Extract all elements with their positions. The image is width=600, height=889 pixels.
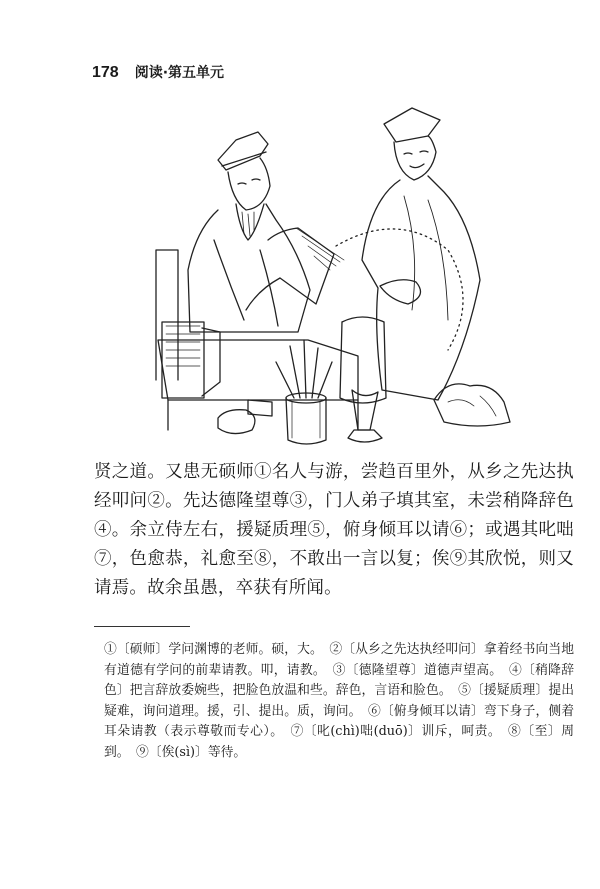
page-header: [92, 62, 224, 84]
footnotes-text: ①〔硕师〕学问渊博的老师。硕，大。 ②〔从乡之先达执经叩问〕拿着经书向当地有道德有学问的前辈请教。叩，请教。 ③〔德隆望尊〕道德声望高。 ④〔稍降辞色〕把言辞放委婉些，把脸色放温和些。辞色，言语和脸色。 ⑤〔援疑质理〕提出疑难，询问道理。援，引、提出。质，询问。 ⑥〔俯身倾耳以请〕弯下身子，侧着耳朵请教（表示尊敬而专心）。 ⑦〔叱(chì)咄(duō)〕训斥，呵责。 ⑧〔至〕周到。 ⑨〔俟(sì)〕等待。: [104, 642, 574, 760]
footnote-divider: [94, 626, 190, 627]
main-text: [94, 458, 574, 603]
page-number: 178: [92, 64, 119, 81]
footnotes: [104, 640, 574, 763]
section-title: 阅读·第五单元: [134, 65, 225, 81]
main-text-paragraph: 贤之道。又患无硕师①名人与游，尝趋百里外，从乡之先达执经叩问②。先达德隆望尊③，门人弟子填其室，未尝稍降辞色④。余立侍左右，援疑质理⑤，俯身倾耳以请⑥；或遇其叱咄⑦，色愈恭，礼愈至⑧，不敢出一言以复；俟⑨其欣悦，则又请焉。故余虽愚，卒获有所闻。: [94, 462, 574, 598]
illustration-teacher-and-student: [148, 100, 518, 448]
